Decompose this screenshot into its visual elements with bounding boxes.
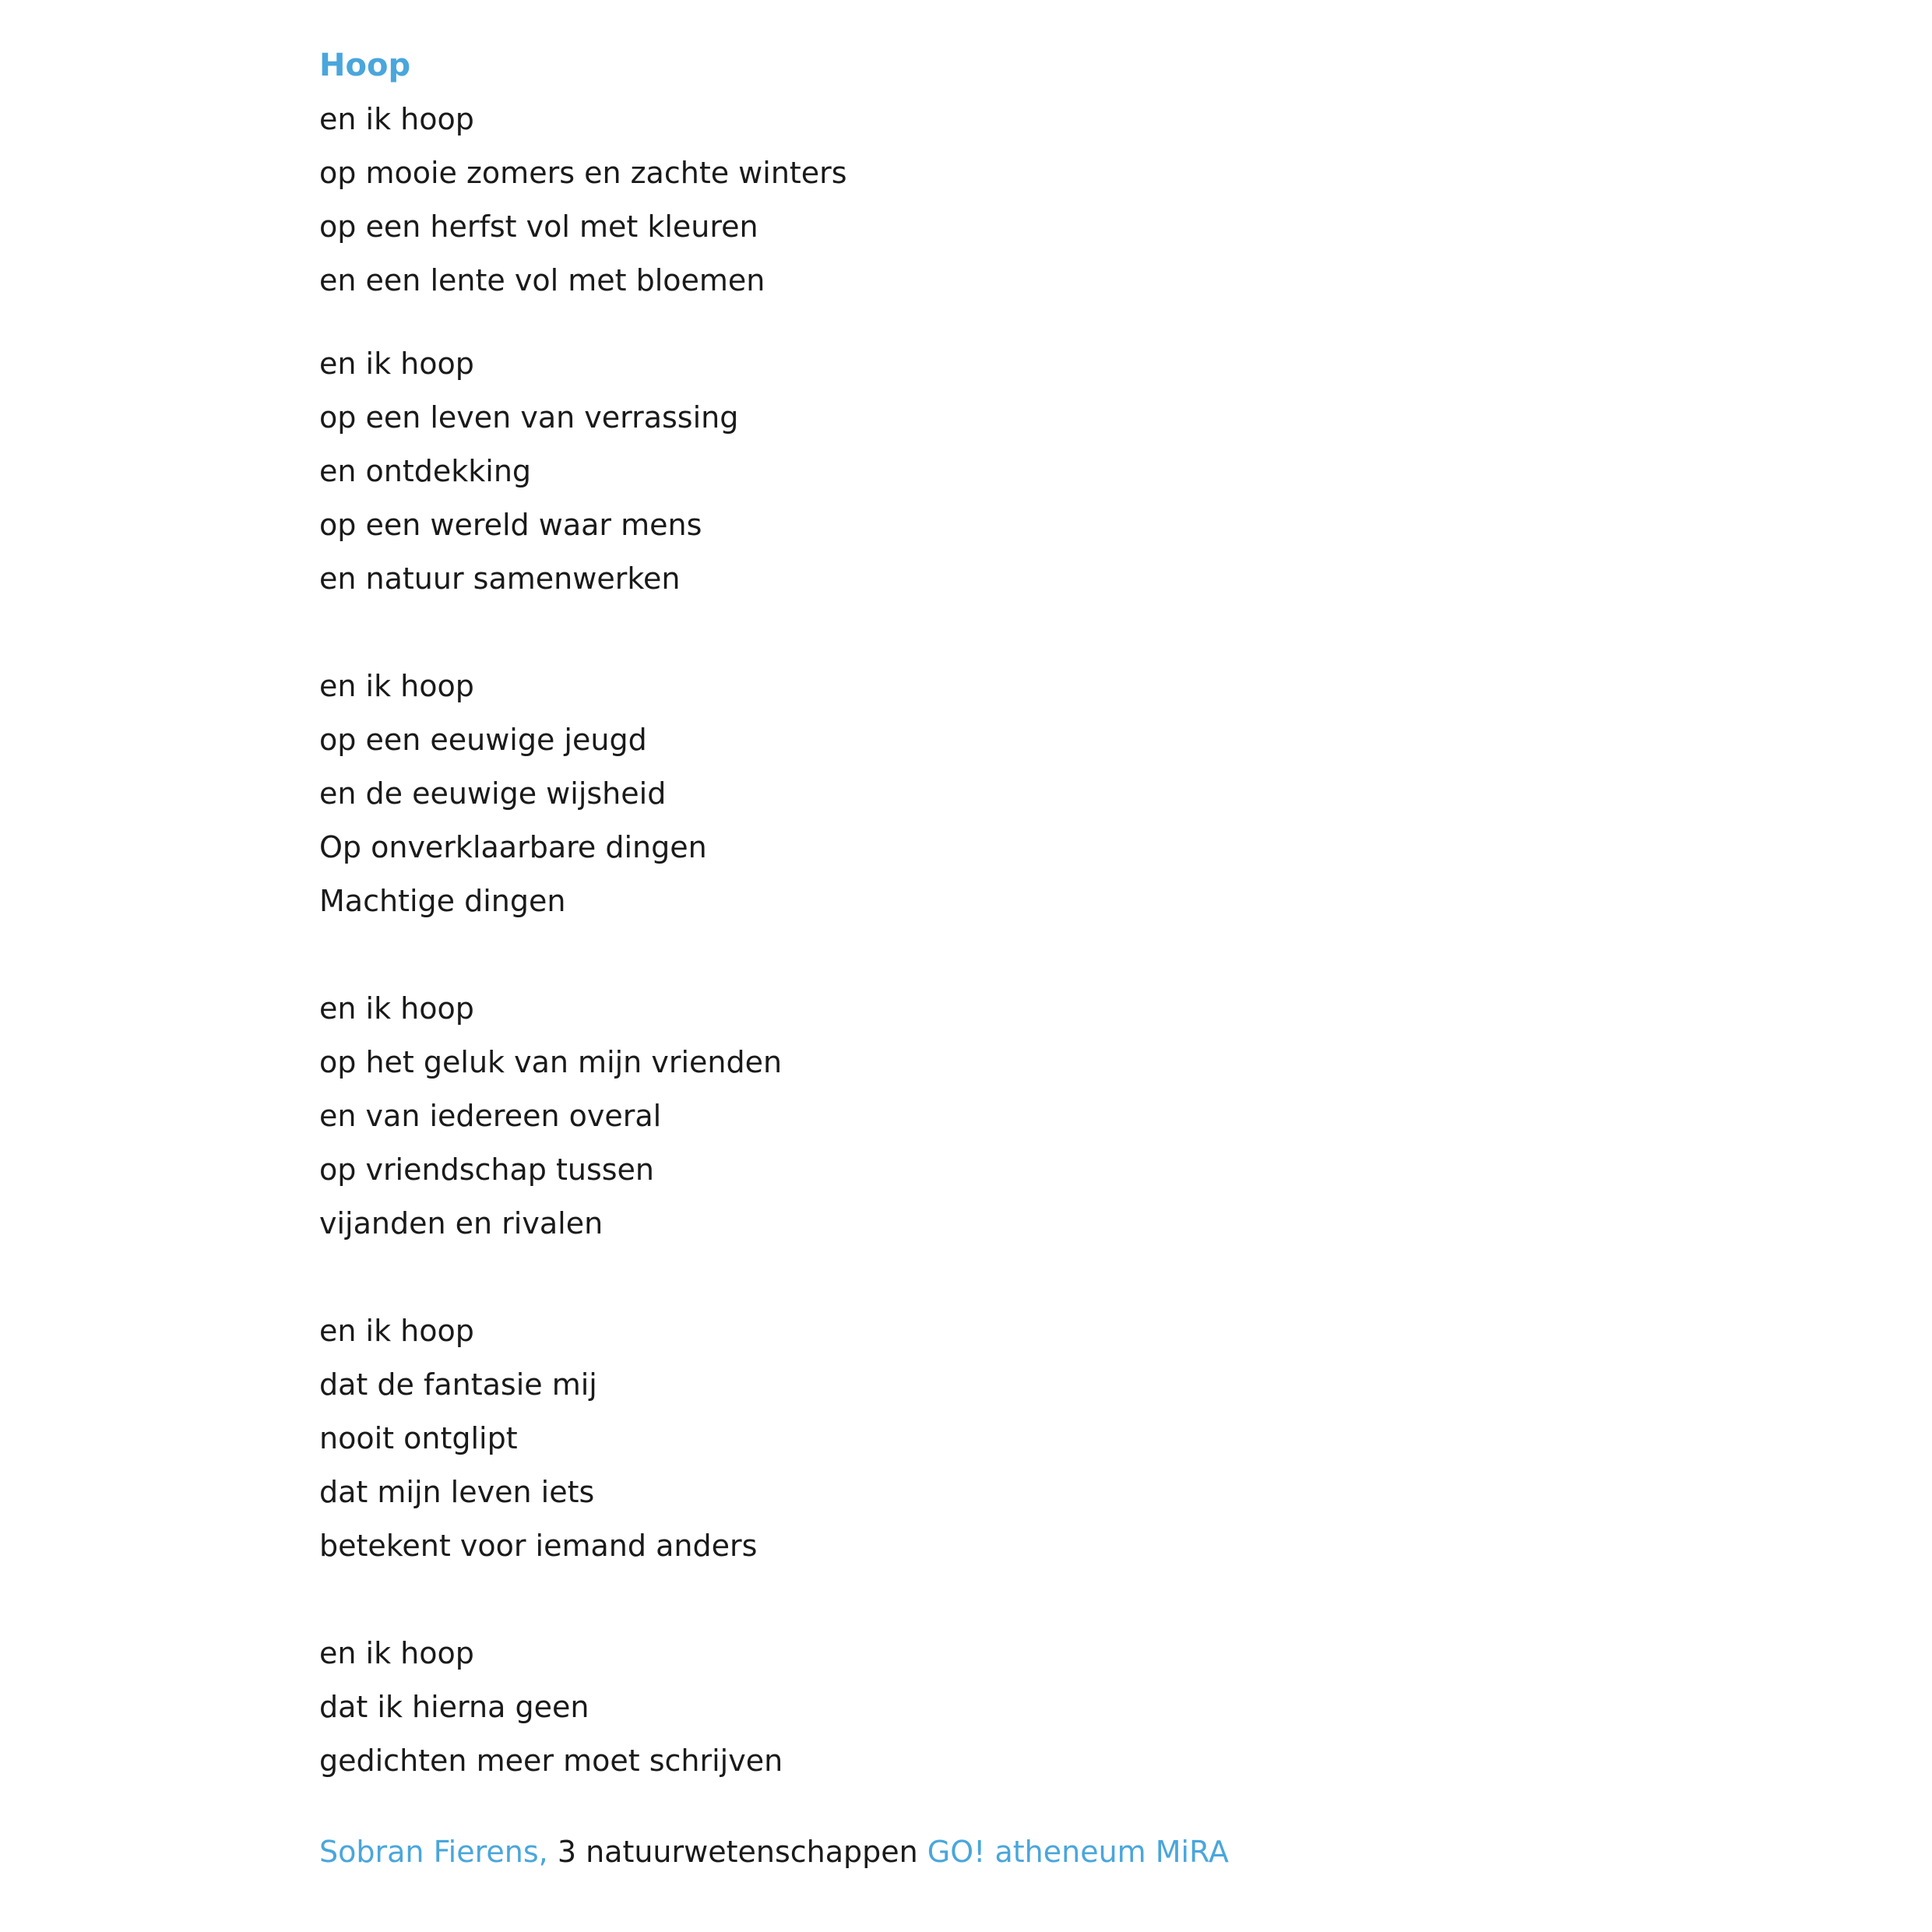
poem-line: op een leven van verrassing bbox=[319, 400, 739, 435]
poem-line: en natuur samenwerken bbox=[319, 561, 681, 596]
stanza-5 bbox=[319, 1304, 1721, 1573]
poem-line: en van iedereen overal bbox=[319, 1099, 662, 1133]
poem-line: dat ik hierna geen bbox=[319, 1690, 589, 1724]
poem-line: en ontdekking bbox=[319, 454, 532, 488]
poem-line: en de eeuwige wijsheid bbox=[319, 776, 667, 811]
poem-credit bbox=[319, 1825, 1721, 1879]
poem-line: en ik hoop bbox=[319, 1636, 474, 1670]
poem-line: dat mijn leven iets bbox=[319, 1475, 595, 1509]
stanza-2 bbox=[319, 337, 1721, 606]
poem-line: betekent voor iemand anders bbox=[319, 1529, 758, 1563]
poem bbox=[319, 39, 1721, 1879]
poem-line: en ik hoop bbox=[319, 102, 474, 136]
stanza-3 bbox=[319, 660, 1721, 928]
poem-line: en ik hoop bbox=[319, 669, 474, 703]
poem-line: nooit ontglipt bbox=[319, 1421, 518, 1455]
author-name: Sobran Fierens, bbox=[319, 1835, 548, 1869]
school-name: GO! atheneum MiRA bbox=[927, 1835, 1229, 1869]
poem-line: dat de fantasie mij bbox=[319, 1367, 597, 1402]
poem-line: op mooie zomers en zachte winters bbox=[319, 156, 847, 190]
poem-line: op een herfst vol met kleuren bbox=[319, 209, 758, 244]
poem-line: Machtige dingen bbox=[319, 884, 566, 918]
stanza-6 bbox=[319, 1627, 1721, 1788]
poem-line: op een wereld waar mens bbox=[319, 508, 702, 542]
poem-line: op vriendschap tussen bbox=[319, 1153, 655, 1187]
poem-line: en ik hoop bbox=[319, 991, 474, 1026]
author-class: 3 natuurwetenschappen bbox=[547, 1835, 927, 1869]
stanza-4 bbox=[319, 982, 1721, 1251]
stanza-1 bbox=[319, 93, 1721, 308]
poem-title: Hoop bbox=[319, 48, 411, 83]
poem-line: gedichten meer moet schrijven bbox=[319, 1744, 783, 1778]
poem-line: op een eeuwige jeugd bbox=[319, 723, 647, 757]
poem-line: en ik hoop bbox=[319, 347, 474, 381]
poem-line: op het geluk van mijn vrienden bbox=[319, 1045, 783, 1079]
poem-line: en een lente vol met bloemen bbox=[319, 263, 765, 297]
poem-line: Op onverklaarbare dingen bbox=[319, 830, 707, 864]
poem-line: en ik hoop bbox=[319, 1314, 474, 1348]
poem-line: vijanden en rivalen bbox=[319, 1206, 604, 1240]
